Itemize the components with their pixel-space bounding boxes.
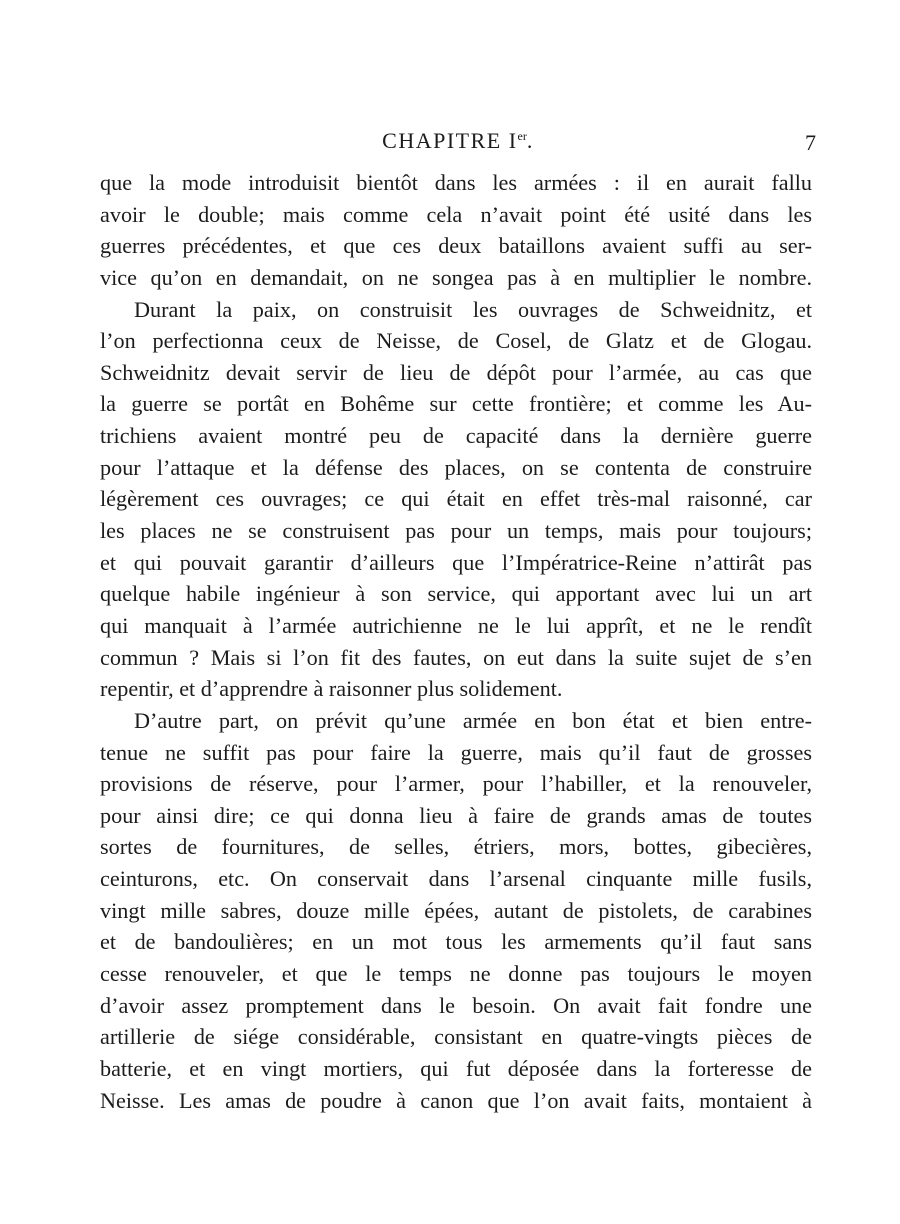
text-line: provisions de réserve, pour l’armer, pour l’habiller, et la renouveler, [100, 771, 812, 797]
chapter-ordinal-suffix: er [517, 129, 527, 143]
text-line: avoir le double; mais comme cela n’avait point été usité dans les [100, 201, 812, 227]
text-line: pour ainsi dire; ce qui donna lieu à faire de grands amas de toutes [100, 802, 812, 828]
text-line: Durant la paix, on construisit les ouvrages de Schweidnitz, et [134, 296, 812, 322]
text-line: artillerie de siége considérable, consistant en quatre-vingts pièces de [100, 1024, 812, 1050]
text-line: que la mode introduisit bientôt dans les armées : il en aurait fallu [100, 170, 812, 195]
text-line: Neisse. Les amas de poudre à canon que l’on avait faits, montaient à [100, 1087, 812, 1113]
page-number: 7 [805, 130, 816, 155]
running-header [100, 128, 816, 158]
text-line: légèrement ces ouvrages; ce qui était en effet très-mal raisonné, car [100, 486, 812, 512]
text-line: batterie, et en vingt mortiers, qui fut déposée dans la forteresse de [100, 1055, 812, 1081]
text-line: repentir, et d’apprendre à raisonner plus solidement. [100, 676, 563, 702]
text-line: trichiens avaient montré peu de capacité dans la dernière guerre [100, 423, 812, 449]
text-line: vingt mille sabres, douze mille épées, autant de pistolets, de carabines [100, 897, 812, 923]
body-text [100, 167, 812, 1116]
text-line: d’avoir assez promptement dans le besoin. On avait fait fondre une [100, 992, 812, 1018]
text-line: l’on perfectionna ceux de Neisse, de Cosel, de Glatz et de Glogau. [100, 328, 812, 354]
text-line: quelque habile ingénieur à son service, qui apportant avec lui un art [100, 581, 812, 607]
text-line: Schweidnitz devait servir de lieu de dépôt pour l’armée, au cas que [100, 359, 812, 385]
text-line: D’autre part, on prévit qu’une armée en bon état et bien entre- [134, 707, 812, 733]
text-line: les places ne se construisent pas pour un temps, mais pour toujours; [100, 518, 812, 544]
text-line: qui manquait à l’armée autrichienne ne le lui apprît, et ne le rendît [100, 612, 812, 638]
text-line: tenue ne suffit pas pour faire la guerre, mais qu’il faut de grosses [100, 739, 812, 765]
text-line: et qui pouvait garantir d’ailleurs que l’Impératrice-Reine n’attirât pas [100, 549, 812, 575]
text-line: ceinturons, etc. On conservait dans l’arsenal cinquante mille fusils, [100, 866, 812, 892]
text-line: la guerre se portât en Bohême sur cette frontière; et comme les Au- [100, 391, 812, 417]
text-line: commun ? Mais si l’on fit des fautes, on eut dans la suite sujet de s’en [100, 644, 812, 670]
text-line: guerres précédentes, et que ces deux bataillons avaient suffi au ser- [100, 233, 812, 259]
text-line: pour l’attaque et la défense des places, on se contenta de construire [100, 454, 812, 480]
text-line: et de bandoulières; en un mot tous les armements qu’il faut sans [100, 929, 812, 955]
chapter-heading [100, 128, 816, 154]
chapter-period: . [526, 128, 534, 153]
chapter-title: CHAPITRE I [382, 128, 518, 153]
text-line: vice qu’on en demandait, on ne songea pas à en multiplier le nombre. [100, 264, 812, 290]
text-line: sortes de fournitures, de selles, étriers, mors, bottes, gibecières, [100, 834, 812, 860]
text-line: cesse renouveler, et que le temps ne donne pas toujours le moyen [100, 961, 812, 987]
